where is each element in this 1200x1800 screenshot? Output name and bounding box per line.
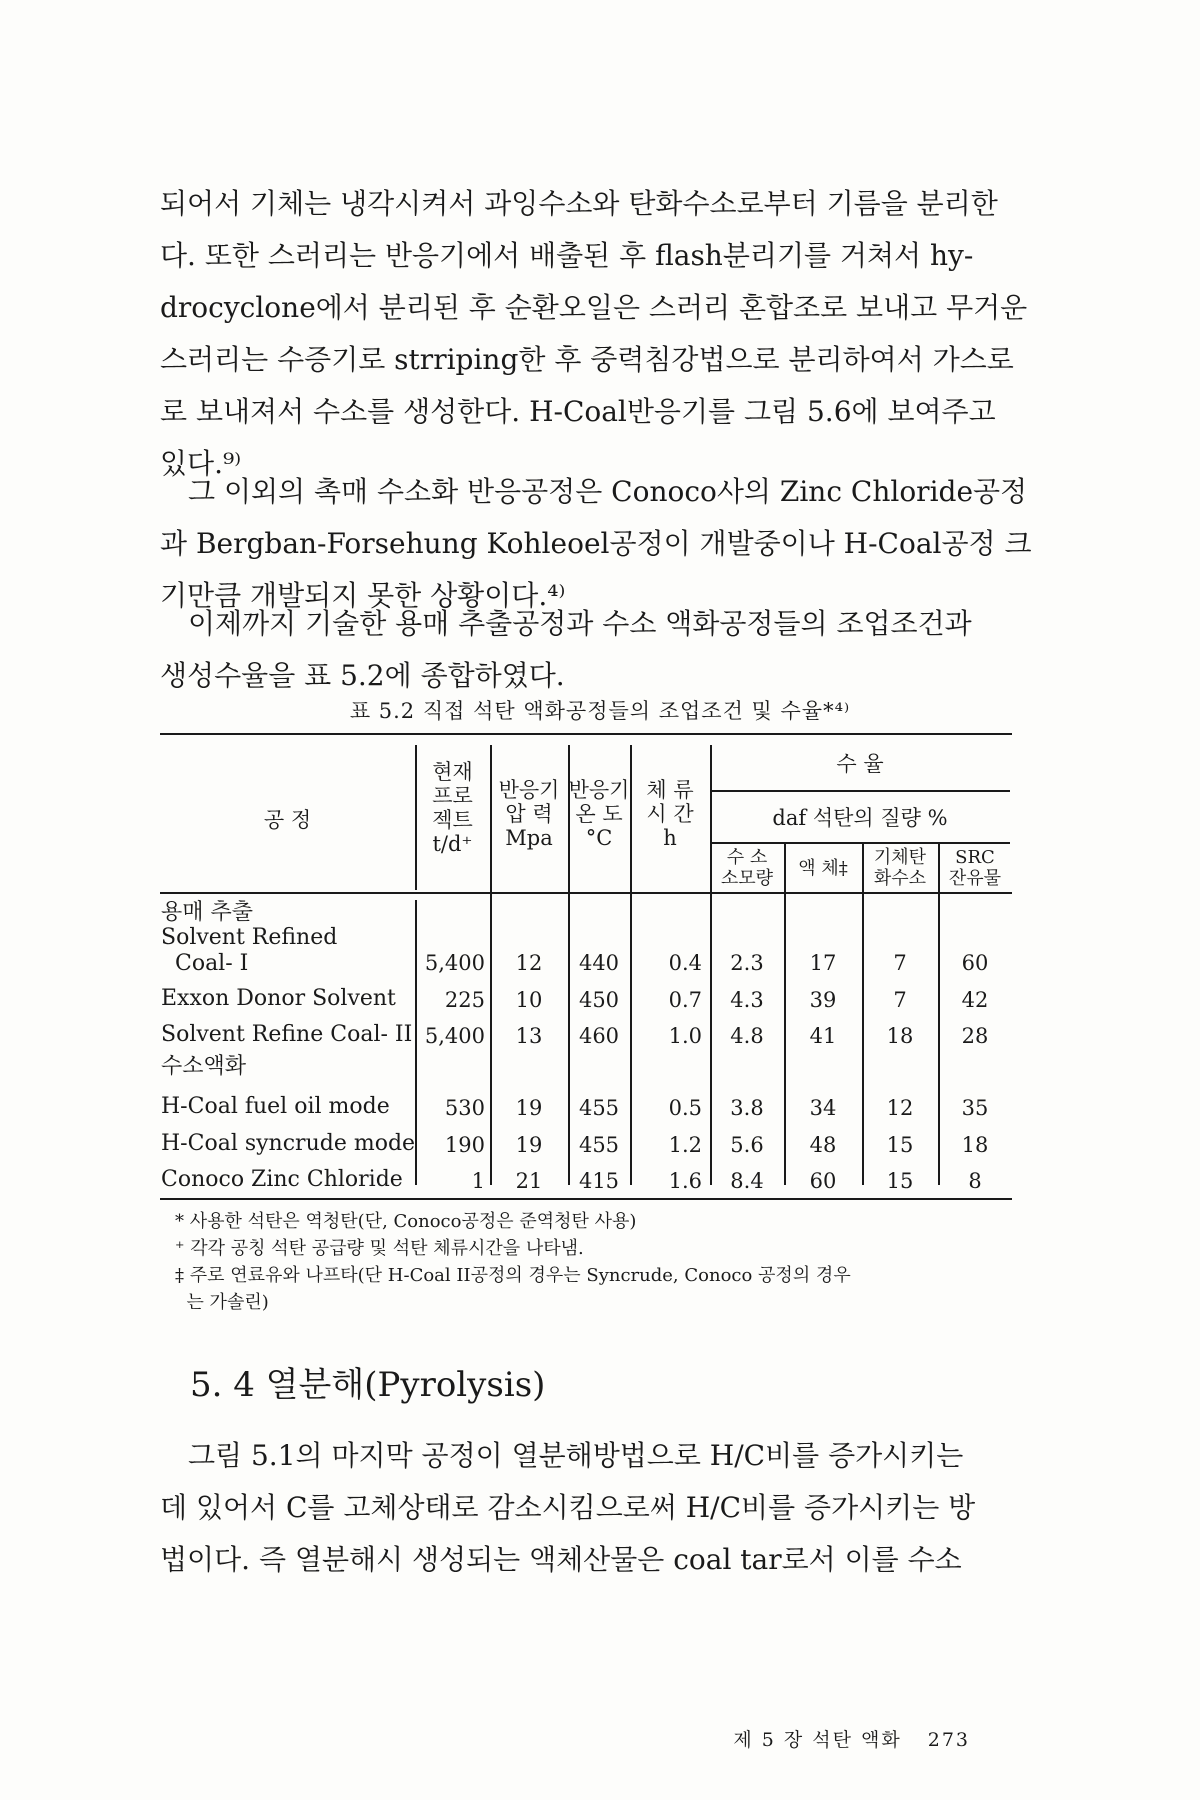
cell-residence: 1.0 (668, 1024, 702, 1048)
cell-h2: 5.6 (730, 1133, 764, 1157)
section-heading: 5. 4 열분해(Pyrolysis) (190, 1365, 546, 1405)
header-process: 공 정 (263, 808, 312, 832)
cell-gas: 15 (886, 1133, 914, 1157)
cell-h2: 4.8 (730, 1024, 764, 1048)
text-line: 이제까지 기술한 용매 추출공정과 수소 액화공정들의 조업조건과 (188, 607, 972, 640)
process-name: Exxon Donor Solvent (161, 986, 396, 1011)
cell-residence: 1.6 (668, 1169, 702, 1193)
table-top-rule (160, 733, 1012, 735)
process-name: Solvent Refine Coal- II (161, 1022, 413, 1047)
table-bottom-rule (160, 1198, 1012, 1200)
cell-liquid: 39 (809, 988, 837, 1012)
cell-temperature: 455 (578, 1096, 620, 1120)
header-residence: 체 류 시 간 h (646, 778, 694, 850)
cell-capacity: 1 (471, 1169, 485, 1193)
cell-liquid: 34 (809, 1096, 837, 1120)
cell-liquid: 48 (809, 1133, 837, 1157)
cell-residence: 1.2 (668, 1133, 702, 1157)
text-line: 있다.⁹⁾ (160, 447, 242, 480)
text-line: 과 Bergban-Forsehung Kohleoel공정이 개발중이나 H-Coal공정 크 (160, 527, 1032, 560)
header-pressure: 반응기 압 력 Mpa (498, 778, 560, 850)
table-footnote: 는 가솔린) (175, 1292, 269, 1313)
cell-src: 35 (961, 1096, 989, 1120)
table-footnote: ⁺ 각각 공칭 석탄 공급량 및 석탄 체류시간을 나타냄. (175, 1238, 584, 1259)
cell-capacity: 225 (444, 988, 485, 1012)
cell-temperature: 440 (578, 951, 620, 975)
header-yield: 수 율 (836, 752, 884, 776)
process-name: H-Coal syncrude mode (161, 1131, 416, 1156)
cell-gas: 18 (886, 1024, 914, 1048)
cell-capacity: 5,400 (424, 1024, 485, 1048)
footer-chapter: 제 5 장 석탄 액화 (733, 1729, 902, 1751)
cell-gas: 15 (886, 1169, 914, 1193)
group-label-solvent: 용매 추출 (161, 900, 254, 925)
cell-liquid: 60 (809, 1169, 837, 1193)
header-gas: 기체탄 화수소 (873, 847, 927, 889)
text-line: 그 이외의 촉매 수소화 반응공정은 Conoco사의 Zinc Chloride공정 (188, 475, 1028, 508)
cell-src: 42 (961, 988, 989, 1012)
table-caption: 표 5.2 직접 석탄 액화공정들의 조업조건 및 수율*⁴⁾ (349, 699, 851, 723)
header-h2: 수 소 소모량 (720, 847, 774, 889)
cell-capacity: 5,400 (424, 951, 485, 975)
intro-paragraph (160, 178, 1028, 490)
cell-residence: 0.7 (668, 988, 702, 1012)
cell-pressure: 19 (515, 1096, 543, 1120)
text-line: 법이다. 즉 열분해시 생성되는 액체산물은 coal tar로서 이를 수소 (160, 1543, 962, 1576)
text-line: 다. 또한 스러리는 반응기에서 배출된 후 flash분리기를 거쳐서 hy- (160, 239, 974, 272)
header-src: SRC 잔유물 (948, 847, 1002, 889)
cell-h2: 4.3 (730, 988, 764, 1012)
text-line: 그림 5.1의 마지막 공정이 열분해방법으로 H/C비를 증가시키는 (188, 1439, 964, 1472)
cell-residence: 0.5 (668, 1096, 702, 1120)
text-line: 데 있어서 C를 고체상태로 감소시킴으로써 H/C비를 증가시키는 방 (160, 1491, 976, 1524)
cell-temperature: 460 (578, 1024, 620, 1048)
cell-h2: 8.4 (730, 1169, 764, 1193)
yield-group-rule (710, 790, 1010, 792)
cell-src: 8 (968, 1169, 982, 1193)
cell-src: 18 (961, 1133, 989, 1157)
text-line: 스러리는 수증기로 strriping한 후 중력침강법으로 분리하여서 가스로 (160, 343, 1014, 376)
cell-gas: 12 (886, 1096, 914, 1120)
header-liquid: 액 체‡ (798, 858, 848, 879)
cell-residence: 0.4 (668, 951, 702, 975)
cell-src: 60 (961, 951, 989, 975)
cell-liquid: 41 (809, 1024, 837, 1048)
paragraph-summary (160, 598, 1010, 702)
text-line: 기만큼 개발되지 못한 상황이다.⁴⁾ (160, 579, 566, 612)
table-footnote: * 사용한 석탄은 역청탄(단, Conoco공정은 준역청탄 사용) (175, 1211, 637, 1232)
paragraph-pyrolysis (160, 1430, 1010, 1586)
footer-page-number: 273 (927, 1729, 970, 1751)
cell-pressure: 12 (515, 951, 543, 975)
cell-gas: 7 (893, 951, 907, 975)
cell-temperature: 450 (578, 988, 620, 1012)
page-footer (733, 1725, 970, 1752)
cell-liquid: 17 (809, 951, 837, 975)
group-label-hydro: 수소액화 (161, 1054, 247, 1079)
process-name: Conoco Zinc Chloride (161, 1167, 403, 1192)
cell-capacity: 530 (444, 1096, 485, 1120)
text-line: 되어서 기체는 냉각시켜서 과잉수소와 탄화수소로부터 기름을 분리한 (160, 187, 998, 220)
process-name: H-Coal fuel oil mode (161, 1094, 390, 1119)
cell-pressure: 21 (515, 1169, 543, 1193)
cell-src: 28 (961, 1024, 989, 1048)
process-name: Solvent Refined Coal- I (161, 925, 338, 976)
header-temperature: 반응기 온 도 °C (568, 778, 630, 850)
text-line: 로 보내져서 수소를 생성한다. H-Coal반응기를 그림 5.6에 보여주고 (160, 395, 996, 428)
cell-gas: 7 (893, 988, 907, 1012)
cell-temperature: 415 (578, 1169, 620, 1193)
text-line: 생성수율을 표 5.2에 종합하였다. (160, 659, 565, 692)
header-yield-basis: daf 석탄의 질량 % (772, 806, 948, 830)
header-capacity: 현재 프로 젝트 t/d⁺ (432, 760, 473, 856)
table-header-rule (160, 892, 1012, 894)
cell-h2: 2.3 (730, 951, 764, 975)
cell-pressure: 13 (515, 1024, 543, 1048)
text-line: drocyclone에서 분리된 후 순환오일은 스러리 혼합조로 보내고 무거운 (160, 291, 1028, 324)
cell-temperature: 455 (578, 1133, 620, 1157)
cell-h2: 3.8 (730, 1096, 764, 1120)
cell-capacity: 190 (444, 1133, 485, 1157)
table-footnote: ‡ 주로 연료유와 나프타(단 H-Coal II공정의 경우는 Syncrude, Conoco 공정의 경우 (175, 1265, 851, 1286)
cell-pressure: 19 (515, 1133, 543, 1157)
yield-sub-rule (710, 842, 1010, 844)
cell-pressure: 10 (515, 988, 543, 1012)
